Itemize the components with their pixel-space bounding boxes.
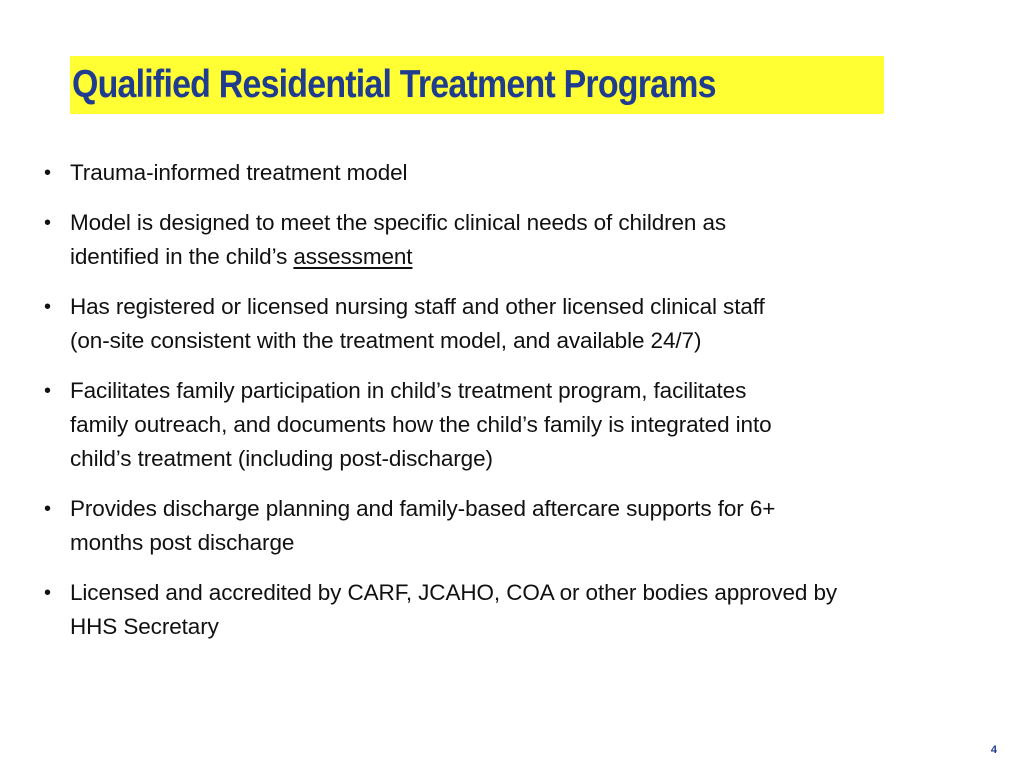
bullet-icon: • (44, 162, 52, 184)
bullet-text: Has registered or licensed nursing staff and other licensed clinical staff (70, 294, 765, 319)
bullet-item (44, 290, 994, 358)
bullet-text: HHS Secretary (70, 614, 219, 639)
bullet-icon: • (44, 582, 52, 604)
bullet-item (44, 374, 994, 476)
bullet-text: Licensed and accredited by CARF, JCAHO, COA or other bodies approved by (70, 580, 838, 605)
page-number: 4 (990, 744, 997, 756)
bullet-icon: • (44, 498, 52, 520)
bullet-item (44, 576, 994, 644)
bullet-text: Provides discharge planning and family-based aftercare supports for 6+ (70, 496, 776, 521)
bullet-text: child’s treatment (including post-discharge) (70, 446, 493, 471)
bullet-item (44, 492, 994, 560)
bullet-list (44, 156, 994, 660)
bullet-text: (on-site consistent with the treatment model, and available 24/7) (70, 328, 702, 353)
bullet-icon: • (44, 212, 52, 234)
bullet-text: family outreach, and documents how the child’s family is integrated into (70, 412, 772, 437)
bullet-item (44, 206, 994, 274)
bullet-text: Trauma-informed treatment model (70, 160, 408, 185)
assessment-link[interactable]: assessment (293, 244, 413, 269)
bullet-text: Model is designed to meet the specific clinical needs of children as (70, 210, 727, 235)
bullet-item (44, 156, 994, 190)
bullet-text: Facilitates family participation in child’s treatment program, facilitates (70, 378, 747, 403)
bullet-text: identified in the child’s (70, 244, 294, 269)
bullet-text: months post discharge (70, 530, 295, 555)
bullet-icon: • (44, 380, 52, 402)
slide-title: Qualified Residential Treatment Programs (72, 63, 716, 106)
bullet-text-line (70, 240, 994, 274)
bullet-icon: • (44, 296, 52, 318)
